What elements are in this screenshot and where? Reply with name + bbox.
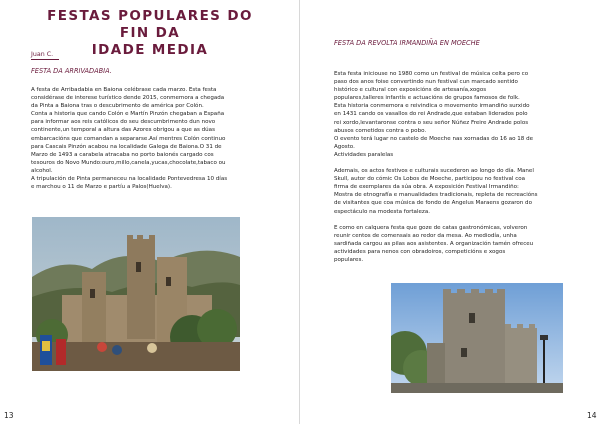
text-line: populares.	[334, 256, 364, 263]
section-title-arrivadabia: FESTA DA ARRIVADABIA.	[31, 67, 112, 75]
text-line: E como en calquera festa que goze de catas gastronómicas, volveron	[334, 224, 528, 231]
page-number-right: 14	[587, 411, 597, 420]
text-line: actividades para nenos con obradoiros, competicións e xogos	[334, 248, 506, 255]
arrivadabia-paragraph	[31, 86, 227, 191]
text-line: O evento terá lugar no castelo de Moeche nas xornadas do 16 ao 18 de	[334, 135, 534, 142]
text-line: de visitantes que coa música de fondo de Angelus Maraens gozaron do	[334, 200, 532, 207]
text-line: alcohol.	[31, 167, 53, 174]
text-line: Actividades paralelas	[334, 151, 394, 158]
text-line: para informar aos reis católicos do seu descumbrimento dun novo	[31, 119, 216, 126]
text-line: reunir centos de comensais ao redor da mesa. Ao mediodía, unha	[334, 232, 517, 239]
text-line: espectáculo na modesta fortaleza.	[334, 208, 430, 215]
text-line: Esta festa iniciouse no 1980 como un festival de música celta pero co	[334, 71, 529, 77]
text-line: paso dos anos foise convertindo nun festival cun marcado sentido	[334, 79, 518, 86]
text-line: histórico e cultural con exposicións de artesanía,xogos	[334, 87, 487, 94]
text-line: Marzo de 1493 a carabela atracaba no porto baionés cargado cos	[31, 151, 214, 158]
baiona-castle-photo	[32, 217, 240, 371]
page-title	[38, 8, 262, 59]
page-number-left: 13	[4, 411, 14, 420]
text-line: A festa de Arribadabia en Baiona celébrase cada marzo. Esta festa	[31, 87, 217, 93]
text-line: para Cascais Pinzón acabou na localidade Galega de Baiona.O 31 de	[31, 143, 222, 150]
author-name: Juan C.	[31, 51, 54, 58]
text-line: Agosto.	[334, 143, 355, 150]
text-line: considérase de interese turístico dende 2015, conmemora a chegada	[31, 95, 225, 102]
text-line: Esta historia conmemora e reivindica o movemento irmandiño surxido	[334, 103, 530, 110]
text-line: Conta a historia que cando Colón e Martín Pinzón chegaban a España	[31, 111, 225, 118]
text-line: embarcacións que comandan a separarse.Así mentres Colón continuo	[31, 135, 226, 142]
title-line-2: IDADE MEDIA	[91, 42, 209, 58]
text-line: continente,un temporal a altura das Azores obrigou a que as dúas	[31, 127, 215, 134]
text-line: Mostra de etnografía e manualidades tradicionais, repleta de recreacións	[334, 192, 538, 199]
section-title-revolta: FESTA DA REVOLTA IRMANDIÑA EN MOECHE	[334, 39, 480, 47]
text-line: da Pinta a Baiona tras o descubrimento de américa por Colón.	[31, 103, 204, 110]
text-line: en 1431 cando os vasallos do rei Andrade,que estaban liderados polo	[334, 111, 528, 118]
text-line: e marchou o 11 de Marzo e partíu a Palos(Huelva).	[31, 184, 172, 191]
text-line: tesouros do Novo Mundo:ouro,millo,canela,yucas,chocolate,tabaco ou	[31, 159, 226, 166]
title-line-1: FESTAS POPULARES DO FIN DA	[47, 8, 253, 41]
text-line: abusos cometidos contra o pobo.	[334, 127, 427, 134]
text-line: Skull, autor do cómic Os Lobos de Moeche, participou no festival coa	[334, 176, 526, 183]
text-line: Ademais, os actos festivos e culturais sucederon ao longo do día. Manel	[334, 168, 534, 175]
text-line: rei xordo,levantaronse contra o seu señor Núñez Freire Andrade polos	[334, 119, 529, 126]
text-line: firma de exemplares da súa obra. A exposición Festival Irmandiño:	[334, 184, 519, 191]
right-page	[300, 0, 600, 424]
text-line: populares,talleres infantís e actuacións de grupos famosos de folk.	[334, 95, 520, 102]
text-line: A tripulación de Pinta permaneceu na localidade Pontevedresa 10 días	[31, 176, 228, 183]
author-underline	[31, 59, 59, 60]
revolta-paragraphs	[334, 70, 538, 264]
moeche-castle-photo	[391, 283, 563, 393]
text-line: sardiñada cargou as pilas aos asistentes. A organización tamén ofreceu	[334, 240, 534, 247]
